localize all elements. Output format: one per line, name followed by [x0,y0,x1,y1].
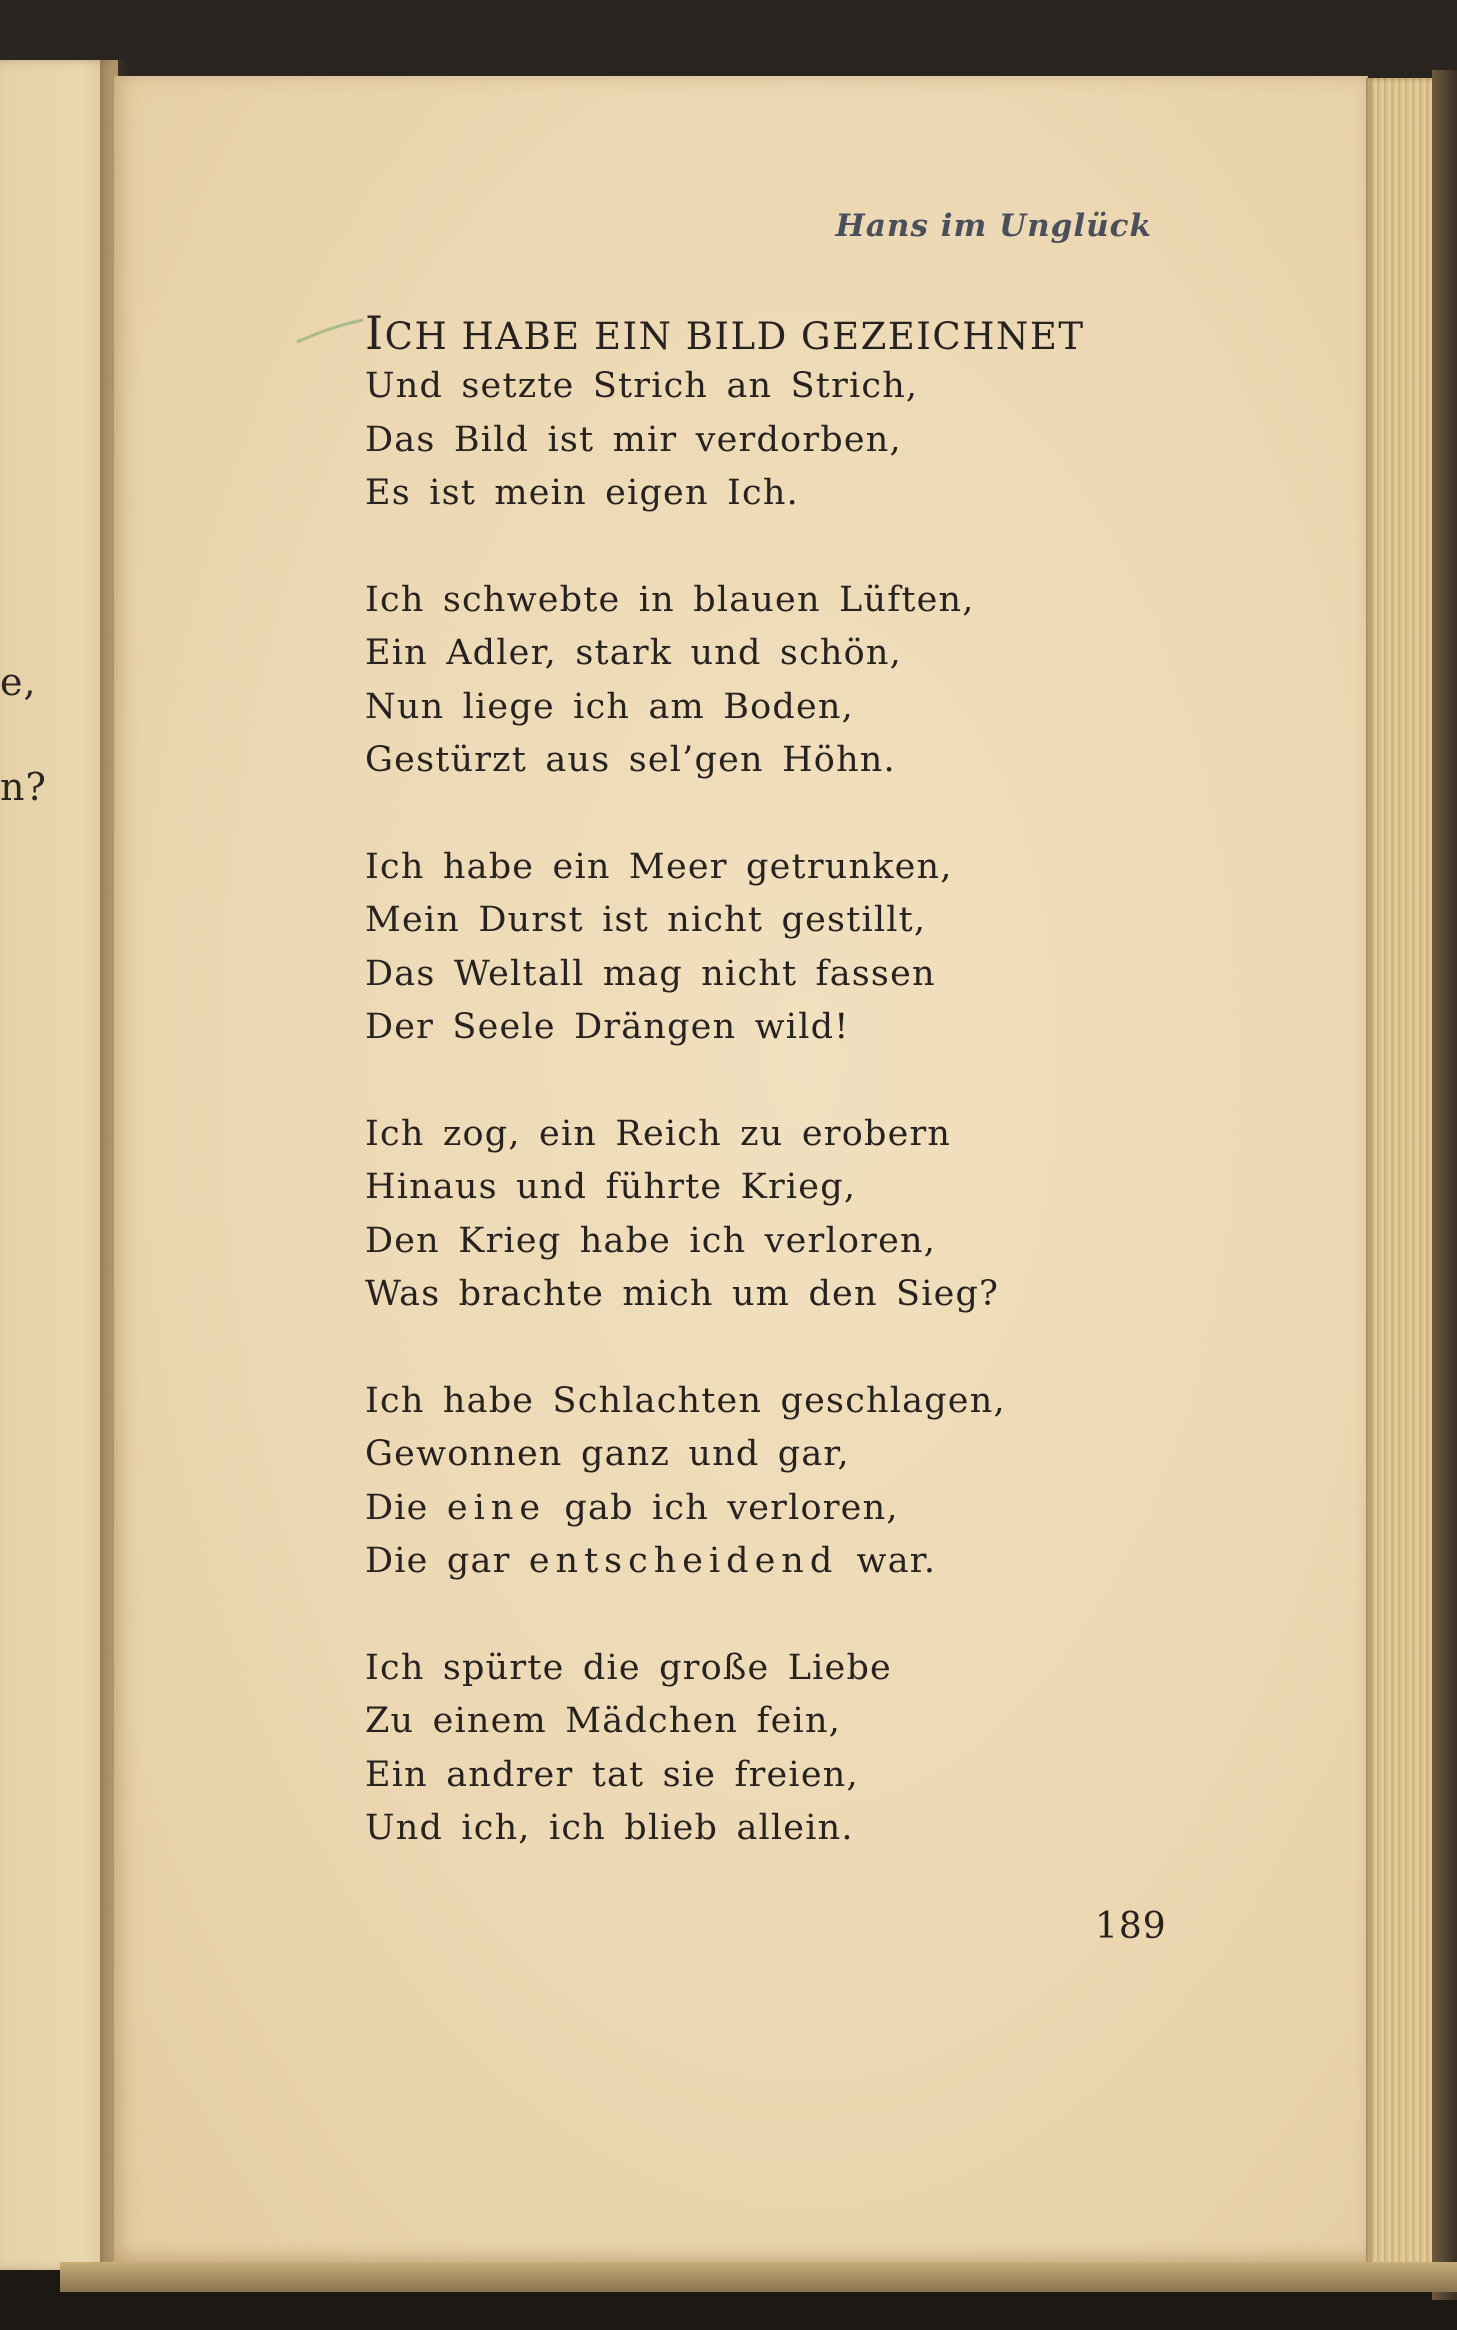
poem-line [365,1535,1085,1589]
poem [365,306,1085,1909]
stanza-6 [365,1642,1085,1856]
poem-line: Der Seele Drängen wild! [365,1007,850,1047]
poem-line: Ich habe Schlachten geschlagen, [365,1380,1006,1421]
stanza-4 [365,1108,1085,1322]
poem-line: Ich habe ein Meer getrunken, [365,846,953,887]
previous-page-fragment: e, [0,660,37,704]
pencil-mark-icon [295,318,365,344]
poem-line: Gewonnen ganz und gar, [365,1434,850,1474]
line-text: war. [838,1541,937,1581]
poem-line [365,1482,1085,1536]
poem-line: Es ist mein eigen Ich. [365,473,799,513]
poem-line: Zu einem Mädchen fein, [365,1701,842,1741]
stanza-5 [365,1375,1085,1589]
poem-line: Und setzte Strich an Strich, [365,366,919,406]
spaced-emphasis: eine [446,1487,547,1528]
line-text: Die gar [365,1541,529,1581]
previous-page-fragment: n? [0,765,47,809]
poem-line: Und ich, ich blieb allein. [365,1808,854,1848]
poem-line: Ich schwebte in blauen Lüften, [365,579,975,620]
poem-line: Mein Durst ist nicht gestillt, [365,900,927,940]
title-initial: I [365,306,385,360]
poem-line: Ein Adler, stark und schön, [365,633,902,673]
poem-line: Das Bild ist mir verdorben, [365,419,902,460]
line-text: Die [365,1487,447,1528]
stanza-2 [365,574,1085,788]
poem-line: Ich spürte die große Liebe [365,1647,892,1688]
poem-line: Das Weltall mag nicht fassen [365,953,936,994]
poem-line: Hinaus und führte Krieg, [365,1167,857,1207]
poem-line: Ich zog, ein Reich zu erobern [365,1113,952,1154]
title-rest: CH HABE EIN BILD GEZEICHNET [384,315,1085,358]
poem-line: Was brachte mich um den Sieg? [365,1274,1000,1314]
stanza-3 [365,841,1085,1055]
spaced-emphasis: entscheidend [528,1541,839,1581]
stanza-1 [365,360,1085,521]
line-text: gab ich verloren, [546,1487,899,1528]
page-stack-edge [1366,78,1436,2278]
running-head: Hans im Unglück [835,208,1152,244]
poem-line: Nun liege ich am Boden, [365,686,854,727]
cover-edge [1432,70,1457,2300]
poem-title [365,306,1085,360]
page-number: 189 [1095,1906,1167,1947]
cover-bottom-edge [60,2262,1457,2292]
poem-line: Den Krieg habe ich verloren, [365,1220,937,1261]
poem-line: Ein andrer tat sie freien, [365,1754,859,1795]
poem-line: Gestürzt aus sel’gen Höhn. [365,740,896,780]
